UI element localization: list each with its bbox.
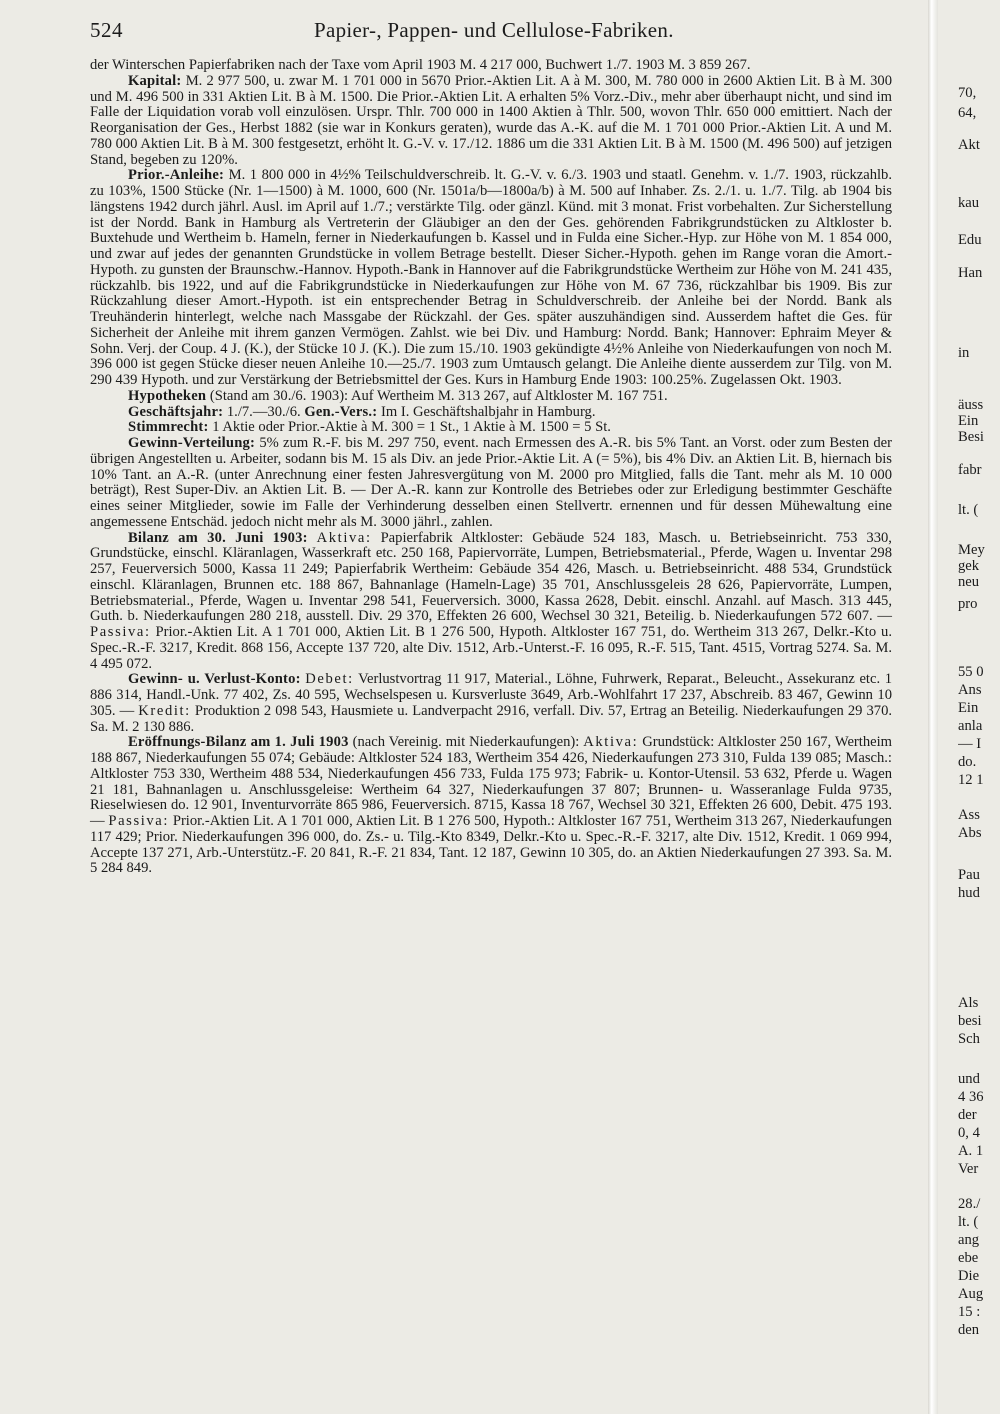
genvers-label: Gen.-Vers.: bbox=[304, 403, 378, 420]
side-fragment: Akt bbox=[958, 137, 980, 153]
side-fragment: lt. ( bbox=[958, 502, 979, 518]
side-fragment: besi bbox=[958, 1013, 982, 1029]
side-fragment: Edu bbox=[958, 232, 982, 248]
guv-label: Gewinn- u. Verlust-Konto: bbox=[128, 671, 301, 688]
side-fragment: Abs bbox=[958, 825, 982, 841]
side-fragment: den bbox=[958, 1322, 980, 1338]
guv-debet-text: Verlustvortrag 11 917, Material., Löhne, Fuhrwerk, Reparat., Beleucht., Assekuranz etc. 1 886 314, Handl.-Unk. 77 402, Zs. 40 595, Wechselspesen u. Kursverluste 3649, Arb.-Wohlfahrt 17 237, Abschreib. 83 467, Gewinn 10 305. — bbox=[90, 671, 892, 719]
side-fragment: 70, bbox=[958, 85, 977, 101]
side-fragment: Besi bbox=[958, 429, 984, 445]
side-fragment: 64, bbox=[958, 105, 977, 121]
guv-kredit-text: Produktion 2 098 543, Hausmiete u. Landverpacht 2916, verfall. Div. 57, Ertrag an Beteilig. Niederkaufungen 29 370. Sa. M. 2 130 886. bbox=[90, 702, 893, 735]
side-fragment: hud bbox=[958, 885, 980, 901]
eroeffnung-passiva-label: Passiva: bbox=[108, 813, 170, 829]
side-fragment: 28./ bbox=[958, 1196, 981, 1212]
hypotheken-label: Hypotheken bbox=[128, 387, 207, 404]
stimmrecht-section bbox=[90, 420, 892, 436]
bilanz-section bbox=[90, 531, 892, 673]
eroeffnung-passiva-text: Prior.-Aktien Lit. A 1 701 000, Aktien Lit. B 1 276 500, Hypoth.: Altkloster 167 751, Wertheim 313 267, Niederkaufungen 117 429; Prior. Niederkaufungen 396 000, do. Zs.- u. Tilg.-Kto 8349, Delkr.-Kto u. Spec.-R.-F. 3217, alte Div. 1512, Kredit. 1 069 994, Accepte 137 271, Arb.-Unterstütz.-F. 20 841, R.-F. 21 834, Tant. 12 187, Gewinn 10 305, do. an Aktien Niederkaufungen 27 393. Sa. M. 5 284 849. bbox=[90, 813, 892, 877]
side-fragment: ang bbox=[958, 1232, 980, 1248]
side-fragment: Ein bbox=[958, 413, 979, 429]
side-fragment: 12 1 bbox=[958, 772, 984, 788]
bilanz-passiva-text: Prior.-Aktien Lit. A 1 701 000, Aktien Lit. B 1 276 500, Hypoth. Altkloster 167 751, do. Wertheim 313 267, Delkr.-Kto u. Spec.-R.-F. 3217, Kredit. 868 156, Accepte 137 720, alte Div. 1512, Arb.-Unterst.-F. 16 095, R.-F. 515, Tant. 4515, Vortrag 5274. Sa. M. 4 495 072. bbox=[90, 624, 892, 672]
side-fragment: fabr bbox=[958, 462, 982, 478]
kapital-section bbox=[90, 74, 892, 169]
debet-label: Debet: bbox=[305, 671, 354, 688]
gewinn-verteilung-section bbox=[90, 436, 892, 531]
geschaeftsjahr-label: Geschäftsjahr: bbox=[128, 403, 224, 420]
eroeffnung-section bbox=[90, 735, 892, 877]
stimmrecht-label: Stimmrecht: bbox=[128, 419, 209, 436]
side-fragment: Ver bbox=[958, 1161, 979, 1177]
anleihe-section bbox=[90, 168, 892, 389]
page-gutter bbox=[928, 0, 938, 1414]
side-fragment: Mey bbox=[958, 542, 985, 558]
side-fragment: Die bbox=[958, 1268, 980, 1284]
kredit-label: Kredit: bbox=[138, 702, 191, 719]
hypotheken-text: (Stand am 30./6. 1903): Auf Wertheim M. 313 267, auf Altkloster M. 167 751. bbox=[209, 387, 668, 404]
side-fragment: Sch bbox=[958, 1031, 980, 1047]
intro-paragraph bbox=[90, 58, 892, 74]
geschaeftsjahr-text: 1./7.—30./6. bbox=[226, 403, 301, 420]
side-fragment: Ein bbox=[958, 700, 979, 716]
side-fragment: anla bbox=[958, 718, 983, 734]
side-fragment: gek bbox=[958, 558, 980, 574]
side-fragment: do. bbox=[958, 754, 977, 770]
passiva-label: Passiva: bbox=[90, 624, 151, 640]
page-header bbox=[90, 14, 890, 46]
geschaeftsjahr-section bbox=[90, 405, 892, 421]
side-fragment: — I bbox=[958, 736, 982, 752]
side-fragment: lt. ( bbox=[958, 1214, 979, 1230]
running-title: Papier-, Pappen- und Cellulose-Fabriken. bbox=[314, 18, 674, 42]
side-fragment: in bbox=[958, 345, 970, 361]
intro-text: der Winterschen Papierfabriken nach der Taxe vom April 1903 M. 4 217 000, Buchwert 1./7. 1903 M. 3 859 267. bbox=[90, 57, 751, 73]
side-fragment: A. 1 bbox=[958, 1143, 984, 1159]
gewinn-verteilung-text: 5% zum R.-F. bis M. 297 750, event. nach Ermessen des A.-R. bis 5% Tant. an Vorst. oder zum Besten der übrigen Angestellten u. Arbeiter, sodann bis M. 15 als Div. an jede Prior.-Aktie Lit. A (= 5%), bis 4% Div. an Aktien Lit. B, hiernach bis 10% Tant. an A.-R. (unter Anrechnung einer festen Jahresvergütung von M. 2000 pro Mitglied, falls die Tant. mehr als M. 10 000 beträgt), Rest Super-Div. an Aktien Lit. B. — Der A.-R. kann zur Kontrolle des Betriebes oder zur Erledigung bestimmter Geschäfte eines seiner Mitglieder, sowie im Falle der Verhinderung desselben einen Stellvertr. ernennen und für dessen Mühewaltung eine angemessene Entschäd. jedoch nicht mehr als M. 3000 jährl., zahlen. bbox=[90, 435, 892, 530]
side-fragment: Pau bbox=[958, 867, 980, 883]
main-text-column bbox=[90, 58, 892, 877]
side-fragment: 55 0 bbox=[958, 664, 984, 680]
eroeffnung-aktiva-label: Aktiva: bbox=[583, 734, 639, 751]
aktiva-label: Aktiva: bbox=[316, 529, 372, 546]
hypotheken-section bbox=[90, 389, 892, 405]
side-fragment: der bbox=[958, 1107, 977, 1123]
bilanz-label: Bilanz am 30. Juni 1903: bbox=[128, 529, 308, 546]
anleihe-label: Prior.-Anleihe: bbox=[128, 167, 225, 184]
page-number: 524 bbox=[90, 18, 123, 42]
side-fragment: Ass bbox=[958, 807, 980, 823]
side-fragment: und bbox=[958, 1071, 980, 1087]
eroeffnung-intro: (nach Vereinig. mit Niederkaufungen): bbox=[352, 734, 580, 751]
bilanz-aktiva-text: Papierfabrik Altkloster: Gebäude 524 183, Masch. u. Betriebseinricht. 753 330, Grundstücke, einschl. Kläranlagen, Wasserkraft etc. 250 168, Papiervorräte, Lumpen, Betriebsmaterial., Pferde, Wagen u. Inventar 298 257, Feuerversich 5000, Kassa 11 249; Papierfabrik Wertheim: Gebäude 354 426, Masch. u. Betriebseinricht. 488 534, Grundstück einschl. Kläranlagen, Brunnen etc. 188 867, Bahnanlage (Hameln-Lage) 35 701, Anschlussgeleis 28 626, Papiervorräte, Lumpen, Betriebsmaterial., Pferde, Wagen u. Inventar 298 541, Feuerversich. 3000, Kassa 2628, Debit. einschl. Anzahl. auf Masch. 313 445, Guth. b. Niederkaufungen 280 218, ausstell. Div. 29 370, Effekten 26 600, Wechsel 30 321, Beteilig. b. Niederkaufungen 572 607. — bbox=[90, 529, 892, 625]
side-fragment: 0, 4 bbox=[958, 1125, 980, 1141]
side-fragment: neu bbox=[958, 574, 980, 590]
side-fragment: pro bbox=[958, 596, 978, 612]
side-fragment: Han bbox=[958, 265, 983, 281]
side-fragment: Als bbox=[958, 995, 979, 1011]
kapital-text: M. 2 977 500, u. zwar M. 1 701 000 in 5670 Prior.-Aktien Lit. A à M. 300, M. 780 000 in 2600 Aktien Lit. B à M. 300 und M. 496 500 in 331 Aktien Lit. B à M. 1500. Die Prior.-Aktien Lit. A erhalten 5% Vorz.-Div., mehr aber überhaupt nicht, und sind im Falle der Liquidation vorab voll einzulösen. Urspr. Thlr. 700 000 in 1400 Aktien à Thlr. 500, wovon Thlr. 650 000 emittiert. Nach der Reorganisation der Ges., Herbst 1882 (sie war in Konkurs geraten), wurde das A.-K. auf die M. 1 701 000 Prior.-Aktien Lit. A und M. 780 000 Aktien Lit. B à M. 300 festgesetzt, erhöht lt. G.-V. v. 17./12. 1886 um die 331 Aktien Lit. B à M. 1500 (M. 496 500) auf jetzigen Stand, begeben zu 120%. bbox=[90, 72, 892, 168]
kapital-label: Kapital: bbox=[128, 72, 182, 89]
anleihe-text: M. 1 800 000 in 4½% Teilschuldverschreib. lt. G.-V. v. 6./3. 1903 und staatl. Genehm. v. 1./7. 1903, rückzahlb. zu 103%, 1500 Stücke (Nr. 1—1500) à M. 1000, 600 (Nr. 1501a/b—1800a/b) à M. 500 auf Inhaber. Zs. 2./1. u. 1./7. Tilg. ab 1904 bis längstens 1942 durch jährl. Ausl. im April auf 1./7.; verstärkte Tilg. oder gänzl. Künd. mit 3 monat. Frist vorbehalten. Zur Sicherstellung ist der Nordd. Bank in Hamburg als Vertreterin der Gläubiger an den der Ges. gehörenden Fabrikgrundstücken zu Altkloster b. Buxtehude und Wertheim b. Hameln, ferner in Niederkaufungen b. Kassel und in Fulda eine Sicher.-Hyp. zur Höhe von M. 1 854 000, und zwar auf jedes der genannten Grundstücke in vollem Betrage bestellt. Dieser Sicher.-Hypoth. gehen im Range voran die Amort.-Hypoth. zu gunsten der Braunschw.-Hannov. Hypoth.-Bank in Hannover auf die Fabrikgrundstücke Wertheim zur Höhe von M. 241 435, rückzahlb. bis 1922, und auf die Fabrikgrundstücke in Niederkaufungen zur Höhe von M. 67 736, rückzahlbar bis 1909. Bis zur Rückzahlung dieser Amort.-Hypoth. ist ein entsprechender Betrag in Schuldverschreib. der Anleihe bei der Nordd. Bank als Treuhänderin hinterlegt, welche nach Massgabe der Rückzahl. der Ges. später auszuhändigen sind. Ausserdem haftet die Ges. für Sicherheit der Anleihe mit ihrem ganzen Vermögen. Zahlst. wie bei Div. und Hamburg: Nordd. Bank; Hannover: Ephraim Meyer & Sohn. Verj. der Coup. 4 J. (K.), der Stücke 10 J. (K.). Die zum 15./10. 1903 gekündigte 4½% Anleihe von Niederkaufungen von noch M. 396 000 ist gegen Stücke dieser neuen Anleihe 10.—25./7. 1903 zum Umtausch gelangt. Die Anleihe diente ausserdem zur Tilg. von M. 290 439 Hypoth. und zur Verstärkung der Betriebsmittel der Ges. Kurs in Hamburg Ende 1903: 100.25%. Zugelassen Okt. 1903. bbox=[90, 167, 892, 388]
eroeffnung-label: Eröffnungs-Bilanz am 1. Juli 1903 bbox=[128, 734, 349, 751]
adjacent-page-column bbox=[958, 0, 1000, 1414]
side-fragment: Ans bbox=[958, 682, 982, 698]
gewinn-verteilung-label: Gewinn-Verteilung: bbox=[128, 435, 256, 451]
eroeffnung-aktiva-text: Grundstück: Altkloster 250 167, Wertheim 188 867, Niederkaufungen 55 074; Gebäude: Altkloster 524 183, Wertheim 354 426, Niederkaufungen 273 310, Fulda 139 085; Masch.: Altkloster 753 330, Wertheim 488 534, Niederkaufungen 456 733, Fulda 175 973; Fabrik- u. Kontor-Utensil. 53 632, Pferde u. Wagen 21 181, Bahnanlagen u. Anschlussgeleise: Wertheim 64 327, Niederkaufungen 37 807; Brunnen- u. Wasseranlage Fulda 9735, Rieselwiesen do. 12 901, Inventurvorräte 865 986, Feuerversich. 8715, Kassa 18 767, Wechsel 30 321, Effekten 26 600, Debit. 475 193. — bbox=[90, 734, 893, 829]
side-fragment: kau bbox=[958, 195, 980, 211]
guv-section bbox=[90, 672, 892, 735]
side-fragment: 4 36 bbox=[958, 1089, 984, 1105]
side-fragment: ebe bbox=[958, 1250, 979, 1266]
genvers-text: Im I. Geschäftshalbjahr in Hamburg. bbox=[380, 403, 596, 420]
side-fragment: Aug bbox=[958, 1286, 984, 1302]
stimmrecht-text: 1 Aktie oder Prior.-Aktie à M. 300 = 1 St., 1 Aktie à M. 1500 = 5 St. bbox=[212, 419, 611, 436]
side-fragment: äuss bbox=[958, 397, 984, 413]
side-fragment: 15 : bbox=[958, 1304, 981, 1320]
